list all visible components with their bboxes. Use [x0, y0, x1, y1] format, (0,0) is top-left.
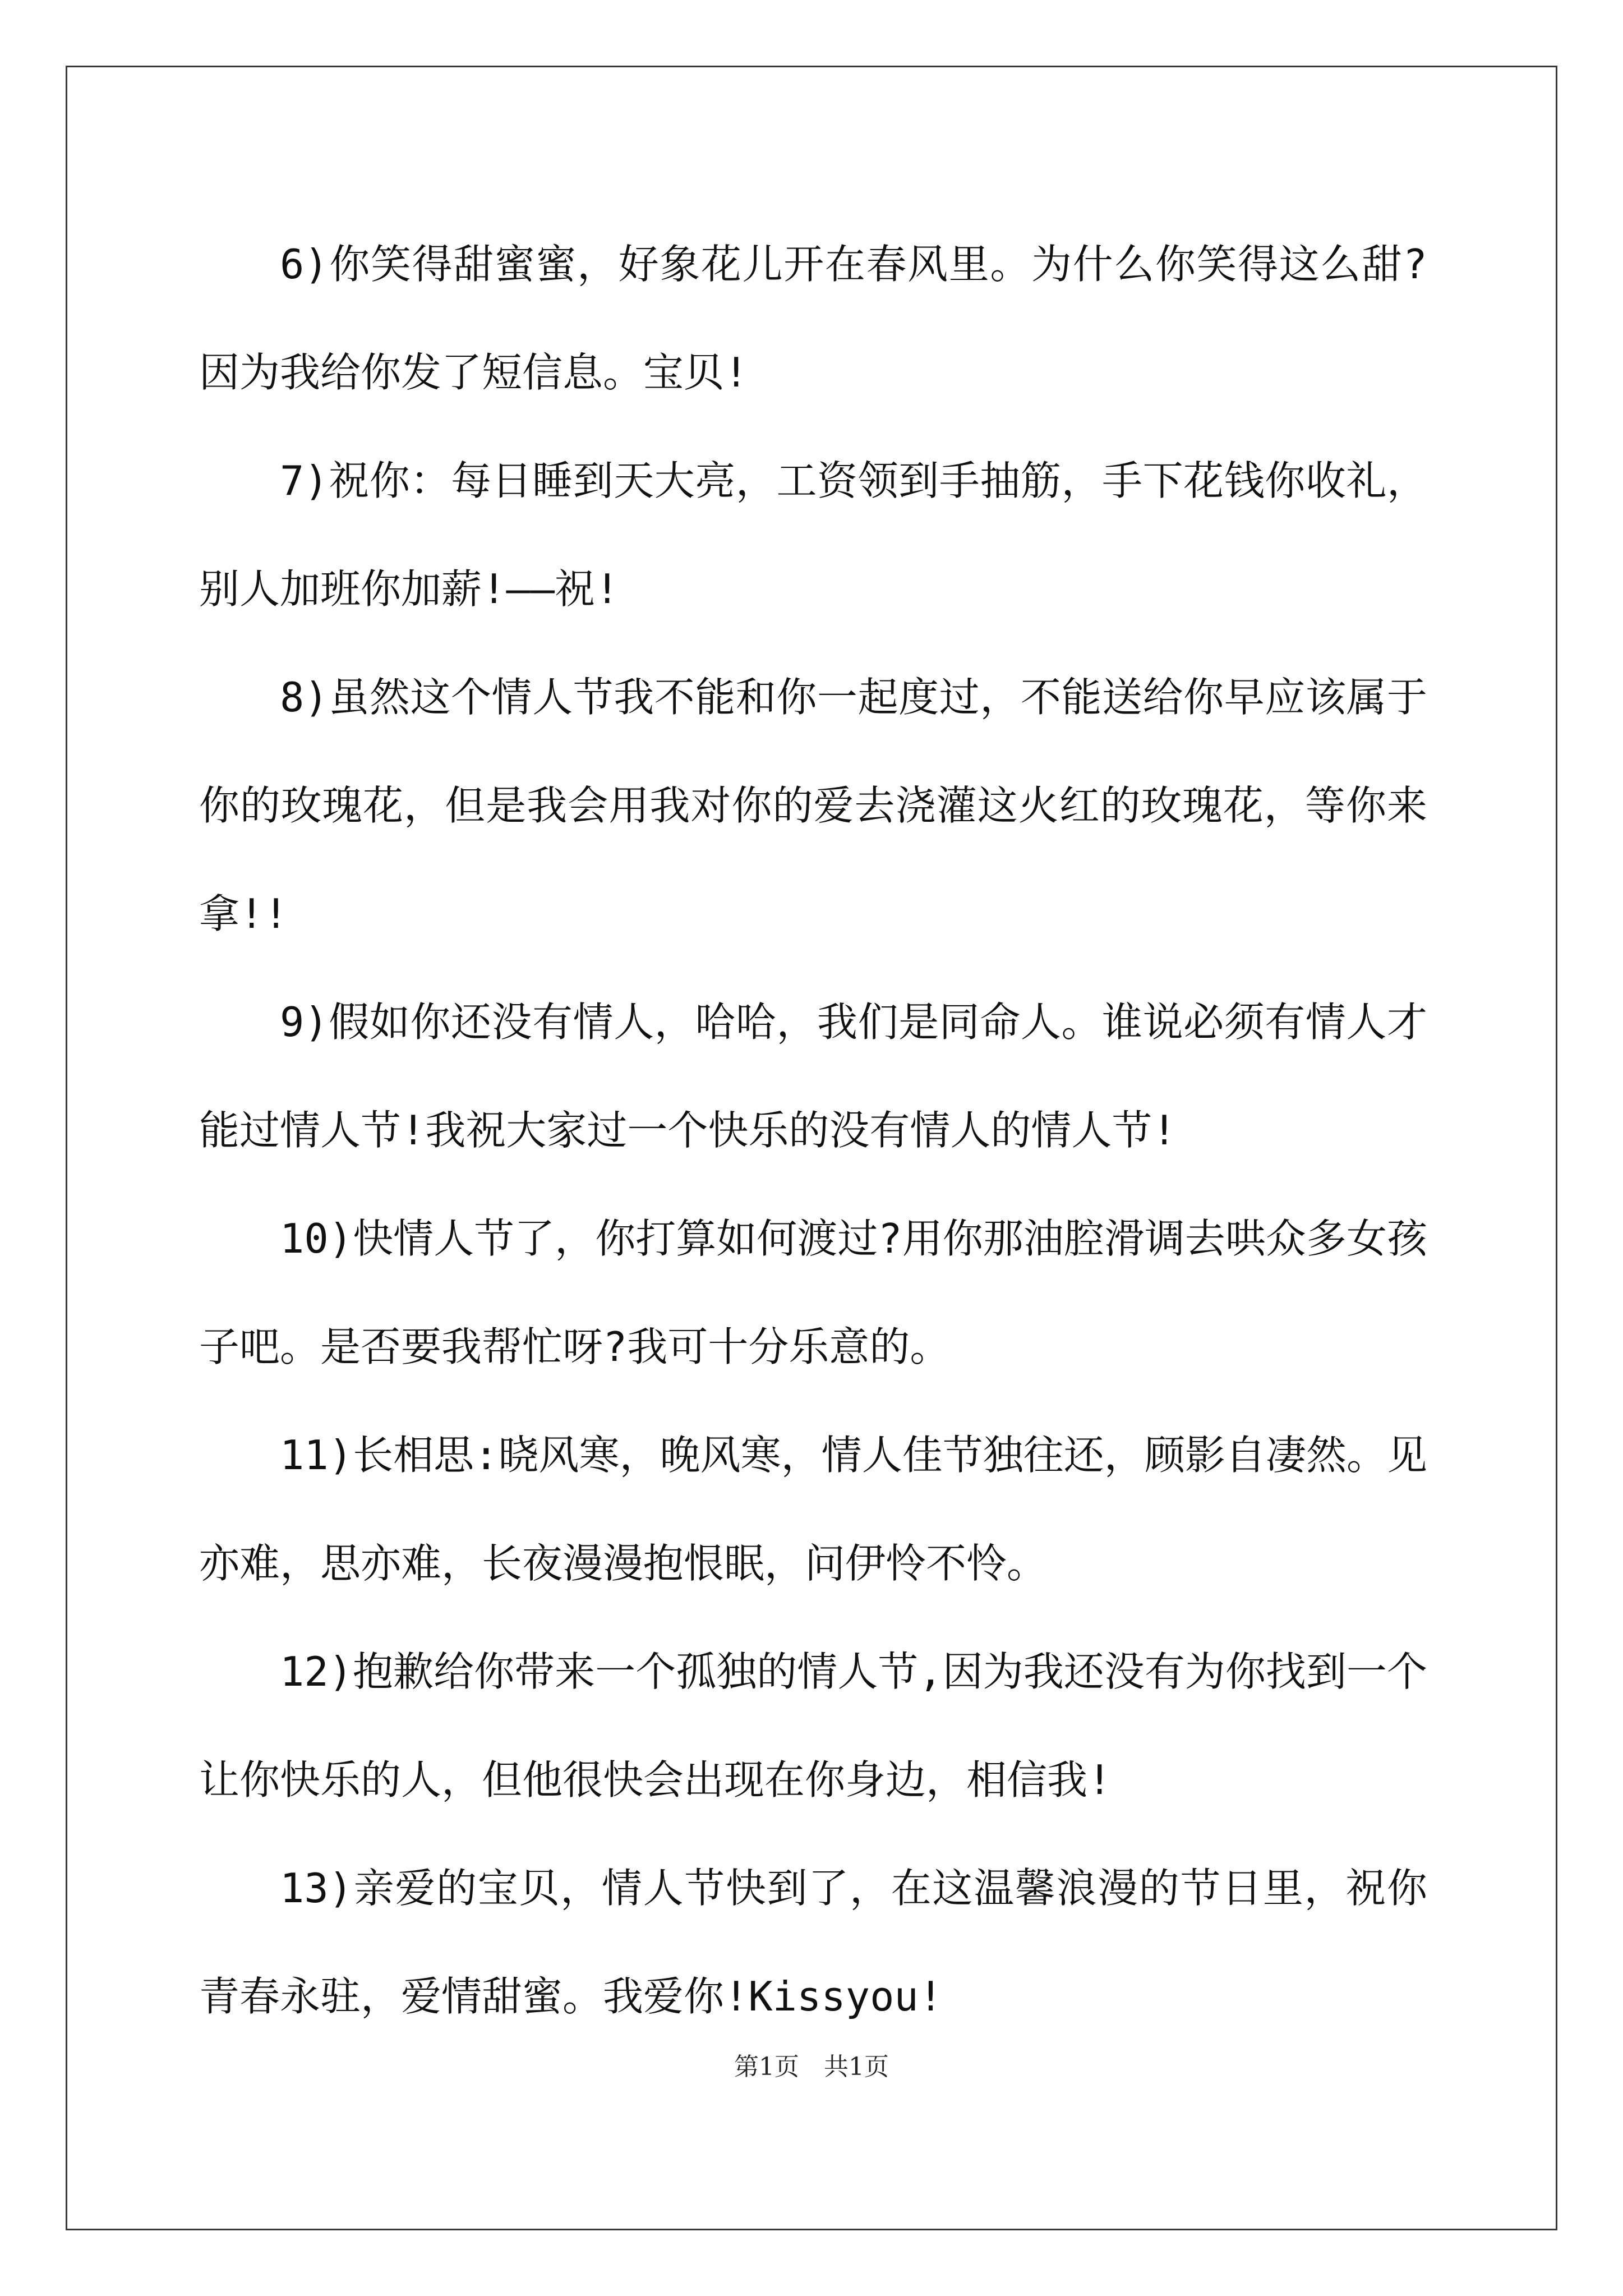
- paragraph: 9)假如你还没有情人，哈哈，我们是同命人。谁说必须有情人才能过情人节!我祝大家过一个快乐的没有情人的情人节!: [199, 999, 1427, 1154]
- paragraph: 10)快情人节了，你打算如何渡过?用你那油腔滑调去哄众多女孩子吧。是否要我帮忙呀?我可十分乐意的。: [199, 1215, 1427, 1370]
- paragraph: 11)长相思:晓风寒，晚风寒，情人佳节独往还，顾影自凄然。见亦难，思亦难，长夜漫漫抱恨眠，问伊怜不怜。: [199, 1432, 1427, 1587]
- paragraph: 12)抱歉给你带来一个孤独的情人节,因为我还没有为你找到一个让你快乐的人，但他很快会出现在你身边，相信我!: [199, 1648, 1427, 1803]
- paragraph: 8)虽然这个情人节我不能和你一起度过，不能送给你早应该属于你的玫瑰花，但是我会用我对你的爱去浇灌这火红的玫瑰花，等你来拿!!: [199, 674, 1427, 937]
- paragraph: 7)祝你：每日睡到天大亮，工资领到手抽筋，手下花钱你收礼，别人加班你加薪!——祝!: [199, 457, 1427, 613]
- paragraph: 6)你笑得甜蜜蜜，好象花儿开在春风里。为什么你笑得这么甜?因为我给你发了短信息。宝贝!: [199, 241, 1427, 396]
- document-body: [199, 210, 1427, 2051]
- paragraph: 13)亲爱的宝贝，情人节快到了，在这温馨浪漫的节日里，祝你青春永驻，爱情甜蜜。我爱你!Kissyou!: [199, 1865, 1427, 2020]
- page-footer: 第1页 共1页: [734, 2053, 889, 2081]
